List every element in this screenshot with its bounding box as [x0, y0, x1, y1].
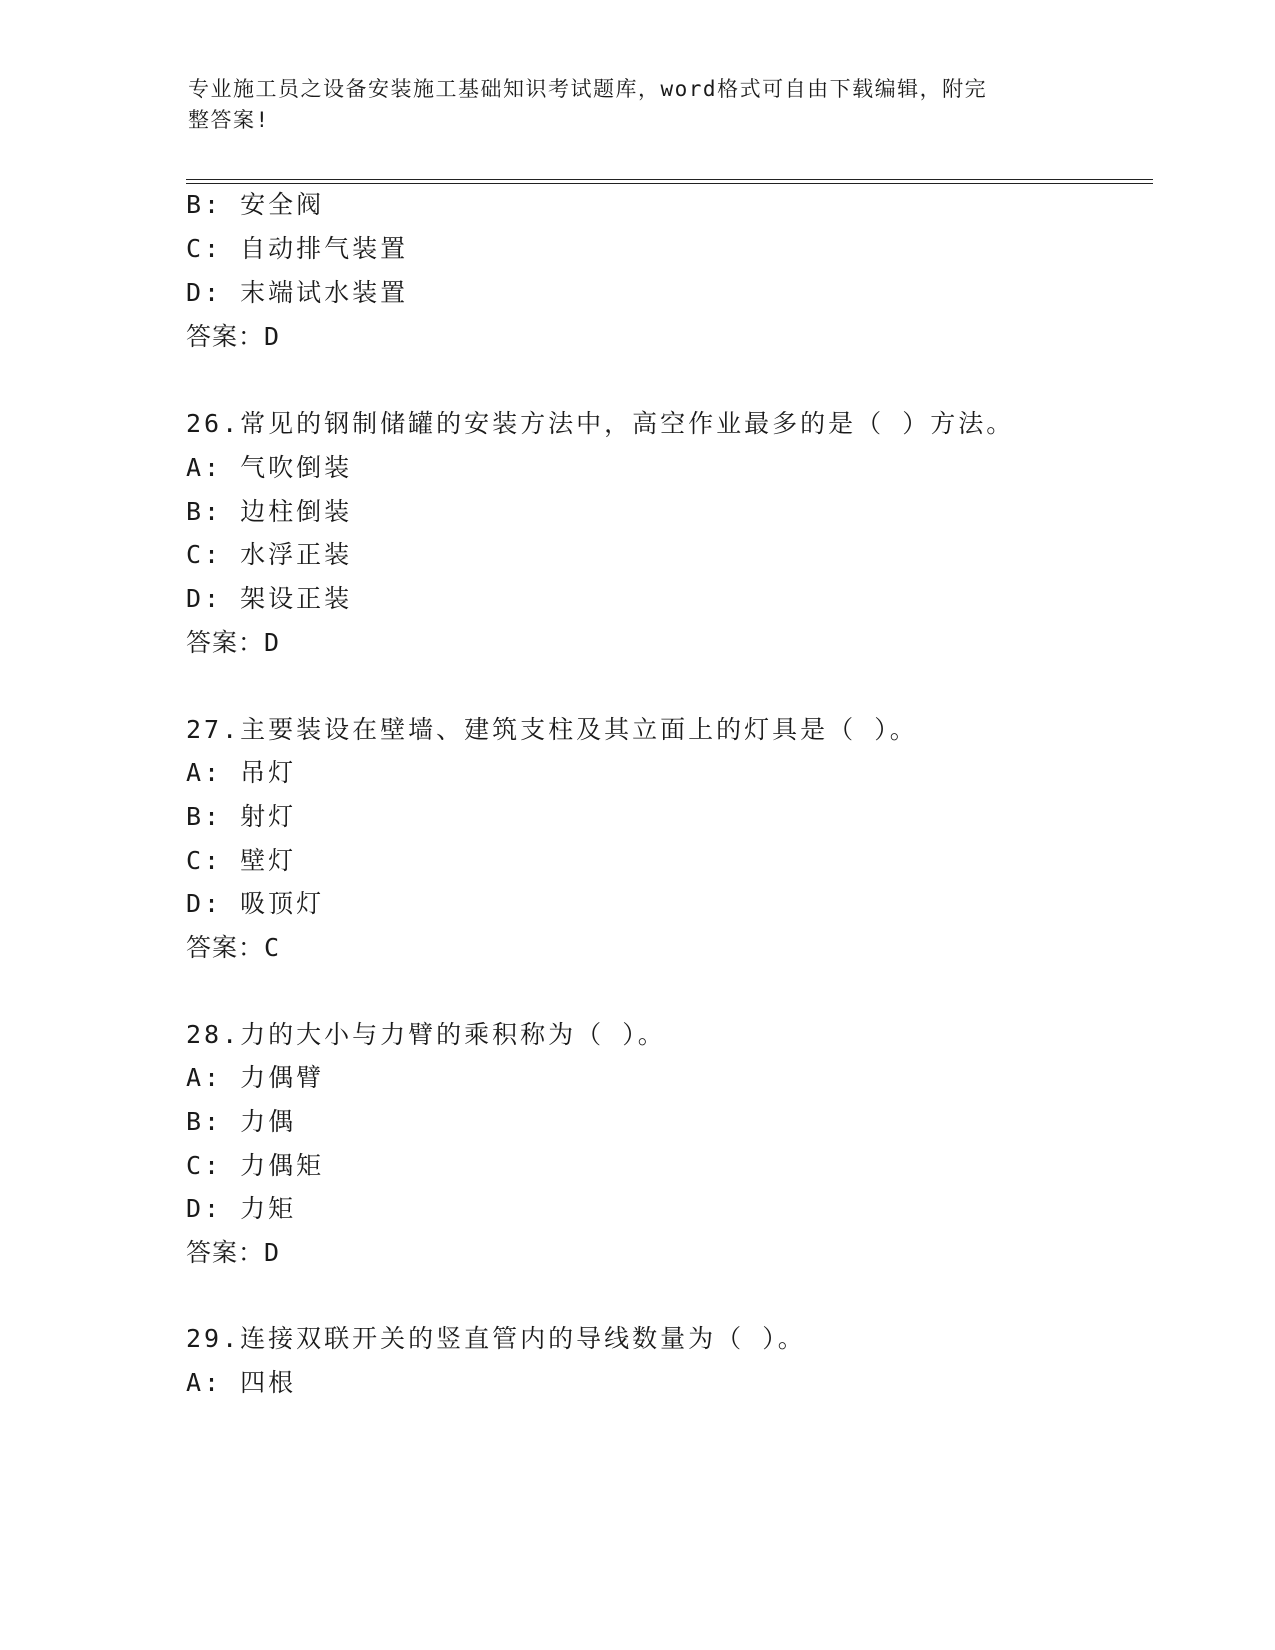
q28-option-d: D: 力矩	[186, 1194, 297, 1223]
q27-option-a: A: 吊灯	[186, 758, 297, 787]
answer: 答案：D	[186, 322, 281, 351]
header-line-2: 整答案!	[188, 108, 270, 132]
question-28: 28.力的大小与力臂的乘积称为（ ）。	[186, 1020, 666, 1049]
q26-option-d: D: 架设正装	[186, 584, 353, 613]
option-d: D: 末端试水装置	[186, 278, 409, 307]
q26-option-b: B: 边柱倒装	[186, 497, 353, 526]
q28-option-b: B: 力偶	[186, 1107, 297, 1136]
q28-answer: 答案：D	[186, 1238, 281, 1267]
header-line-1: 专业施工员之设备安装施工基础知识考试题库，word格式可自由下载编辑，附完	[188, 77, 988, 101]
q27-option-c: C: 壁灯	[186, 846, 297, 875]
option-b: B: 安全阀	[186, 190, 325, 219]
q29-option-a: A: 四根	[186, 1368, 297, 1397]
q28-option-a: A: 力偶臂	[186, 1063, 325, 1092]
q26-option-c: C: 水浮正装	[186, 540, 353, 569]
question-29: 29.连接双联开关的竖直管内的导线数量为（ ）。	[186, 1324, 806, 1353]
document-header	[188, 74, 1088, 136]
q26-option-a: A: 气吹倒装	[186, 453, 353, 482]
header-divider	[186, 179, 1153, 184]
q26-answer: 答案：D	[186, 628, 281, 657]
q27-option-d: D: 吸顶灯	[186, 889, 325, 918]
q27-answer: 答案：C	[186, 933, 281, 962]
option-c: C: 自动排气装置	[186, 234, 409, 263]
question-27: 27.主要装设在壁墙、建筑支柱及其立面上的灯具是（ ）。	[186, 715, 918, 744]
q28-option-c: C: 力偶矩	[186, 1151, 325, 1180]
q27-option-b: B: 射灯	[186, 802, 297, 831]
question-26: 26.常见的钢制储罐的安装方法中，高空作业最多的是（ ）方法。	[186, 409, 1015, 438]
